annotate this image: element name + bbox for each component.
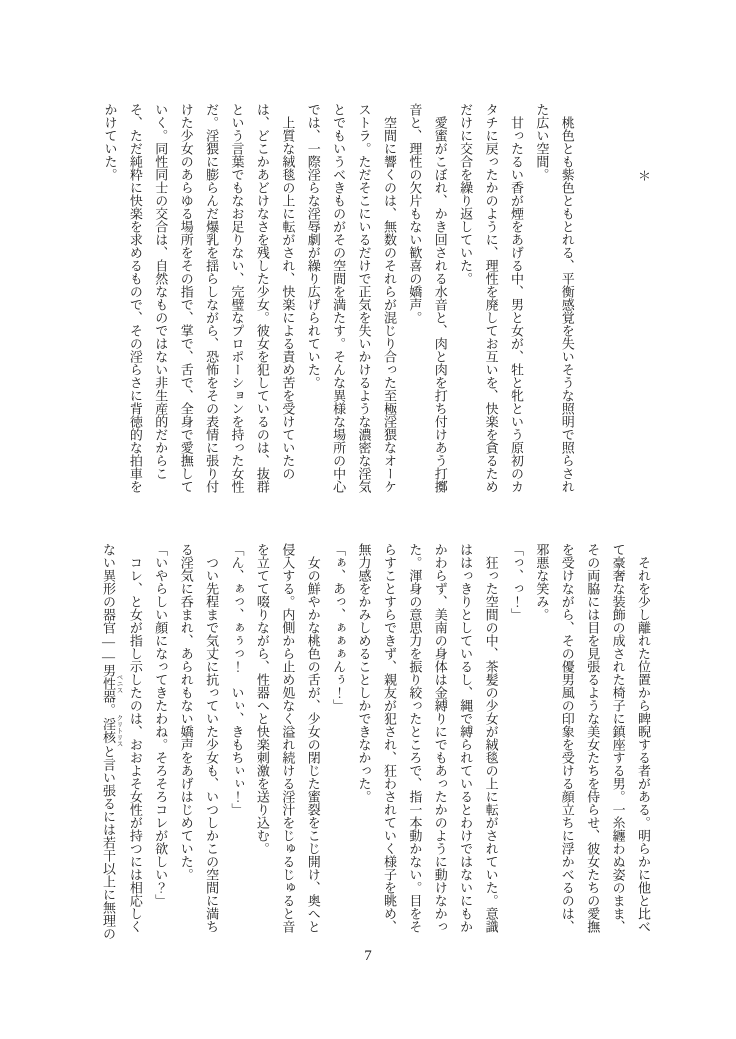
text-line: タチに戻ったかのように、理性を廃してお互いを、快楽を貪るため bbox=[483, 103, 499, 493]
text-line bbox=[580, 103, 605, 495]
text-line: 桃色とも紫色ともとれる、平衡感覚を失いそうな照明で照らされ bbox=[559, 116, 575, 493]
text-line: 無力感をかみしめることしかできなかった。 bbox=[356, 543, 372, 803]
text-line: ははっきりとしているし、縄で縛られているとわけではないにもか bbox=[458, 543, 474, 933]
text-line: た。渾身の意思力を振り絞ったところで、指一本動かない。目をそ bbox=[407, 543, 423, 933]
text-line: 「ん、ぁっ、ぁぅっ！ いぃ、きもちぃぃ！」 bbox=[229, 543, 245, 816]
text-line: けた少女のあらゆる場所をその指で、掌で、舌で、全身で愛撫して bbox=[178, 103, 194, 493]
text-line: 女の鮮やかな桃色の舌が、少女の閉じた蜜裂をこじ開け、奥へと bbox=[305, 556, 321, 933]
text-line: 愛蜜がこぼれ、かき回される水音と、肉と肉を打ち付けあう打擲 bbox=[432, 116, 448, 493]
text-line: 「いやらしい顔になってきたわね。そろそろコレが欲しい？」 bbox=[153, 543, 169, 907]
text-line: 侵入する。内側から止め処なく溢れ続ける淫汁をじゅるじゅると音 bbox=[280, 543, 296, 933]
text-line: 狂った空間の中、茶髪の少女が絨毯の上に転がされていた。意識 bbox=[483, 556, 499, 933]
text-line: を受けながら、その優男風の印象を受ける顔立ちに浮かべるのは、 bbox=[559, 543, 575, 933]
text-line: とでもいうべきものがその空間を満たす。そんな異様な場所の中心 bbox=[331, 103, 347, 493]
upper-text-block bbox=[97, 103, 656, 495]
text-line: その両脇には目を見張るような美女たちを侍らせ、彼女たちの愛撫 bbox=[585, 543, 601, 933]
text-line: る淫気に呑まれ、あられもない嬌声をあげはじめていた。 bbox=[178, 543, 194, 881]
lower-text-block bbox=[96, 543, 656, 941]
text-line: 甘ったるい香が煙をあげる中、男と女が、牡と牝という原初のカ bbox=[508, 116, 524, 493]
page-number: 7 bbox=[364, 948, 372, 964]
text-line: た広い空間。 bbox=[534, 103, 550, 181]
text-line: 「ぁ、あっ、ぁぁぁんぅ！」 bbox=[331, 543, 347, 712]
text-line: は、どこかあどけなさを残した少女。彼女を犯しているのは、抜群 bbox=[254, 103, 270, 493]
text-line: 邪悪な笑み。 bbox=[534, 543, 550, 621]
text-line: それを少し離れた位置から睥睨する者がある。明らかに他と比べ bbox=[636, 556, 651, 933]
text-line: を立てて啜りながら、性器へと快楽刺激を送り込む。 bbox=[254, 543, 270, 855]
text-line: いく。同性同士の交合は、自然なものではない非生産的だからこ bbox=[153, 103, 169, 480]
text-line: つい先程まで気丈に抗っていた少女も、いつしかこの空間に満ち bbox=[204, 556, 220, 933]
text-line: だ。淫猥に膨らんだ爆乳を揺らしながら、恐怖をその表情に張り付 bbox=[204, 103, 220, 493]
text-line: では、一際淫らな淫辱劇が繰り広げられていた。 bbox=[305, 103, 321, 389]
ruby-annotated-word: 男性器 ペニス bbox=[100, 664, 123, 703]
text-line: 音と、理性の欠片もない歓喜の嬌声。 bbox=[407, 103, 423, 324]
text-line bbox=[605, 103, 630, 495]
text-line: 上質な絨毯の上に転がされ、快楽による責め苦を受けていたの bbox=[280, 116, 296, 480]
text-line: 「っ、っ！」 bbox=[508, 543, 524, 621]
text-line: そ、ただ純粋に快楽を求めるもので、その淫らさに背徳的な拍車を bbox=[127, 103, 143, 493]
text-line: だけに交合を繰り返していた。 bbox=[458, 103, 474, 285]
text-line: ない異形の器官――男性器 ペニス。淫核 クリトリスと言い張るには若干以上に無理の bbox=[100, 543, 123, 941]
text-line: らすことすらできず、親友が犯され、狂わされていく様子を眺め、 bbox=[381, 543, 397, 933]
text-line: コレ、と女が指し示したのは、おおよそ女性が持つには相応しく bbox=[127, 556, 143, 933]
scene-break-asterisk: ＊ bbox=[636, 169, 651, 182]
text-line: 空間に響くのは、無数のそれらが混じり合った至極淫猥なオーケ bbox=[381, 116, 397, 493]
text-line: かけていた。 bbox=[102, 103, 118, 181]
text-line: ストラ。ただそこにいるだけで正気を失いかけるような濃密な淫気 bbox=[356, 103, 372, 493]
ruby-annotated-word: 淫核 クリトリス bbox=[100, 714, 123, 747]
text-line: て豪奢な装飾の成された椅子に鎮座する男。一糸纏わぬ姿のまま、 bbox=[610, 543, 626, 933]
text-line: という言葉でもなお足りない、完璧なプロポーションを持った女性 bbox=[229, 103, 245, 493]
text-line: かわらず、美南の身体は金縛りにでもあったかのように動けなかっ bbox=[432, 543, 448, 933]
